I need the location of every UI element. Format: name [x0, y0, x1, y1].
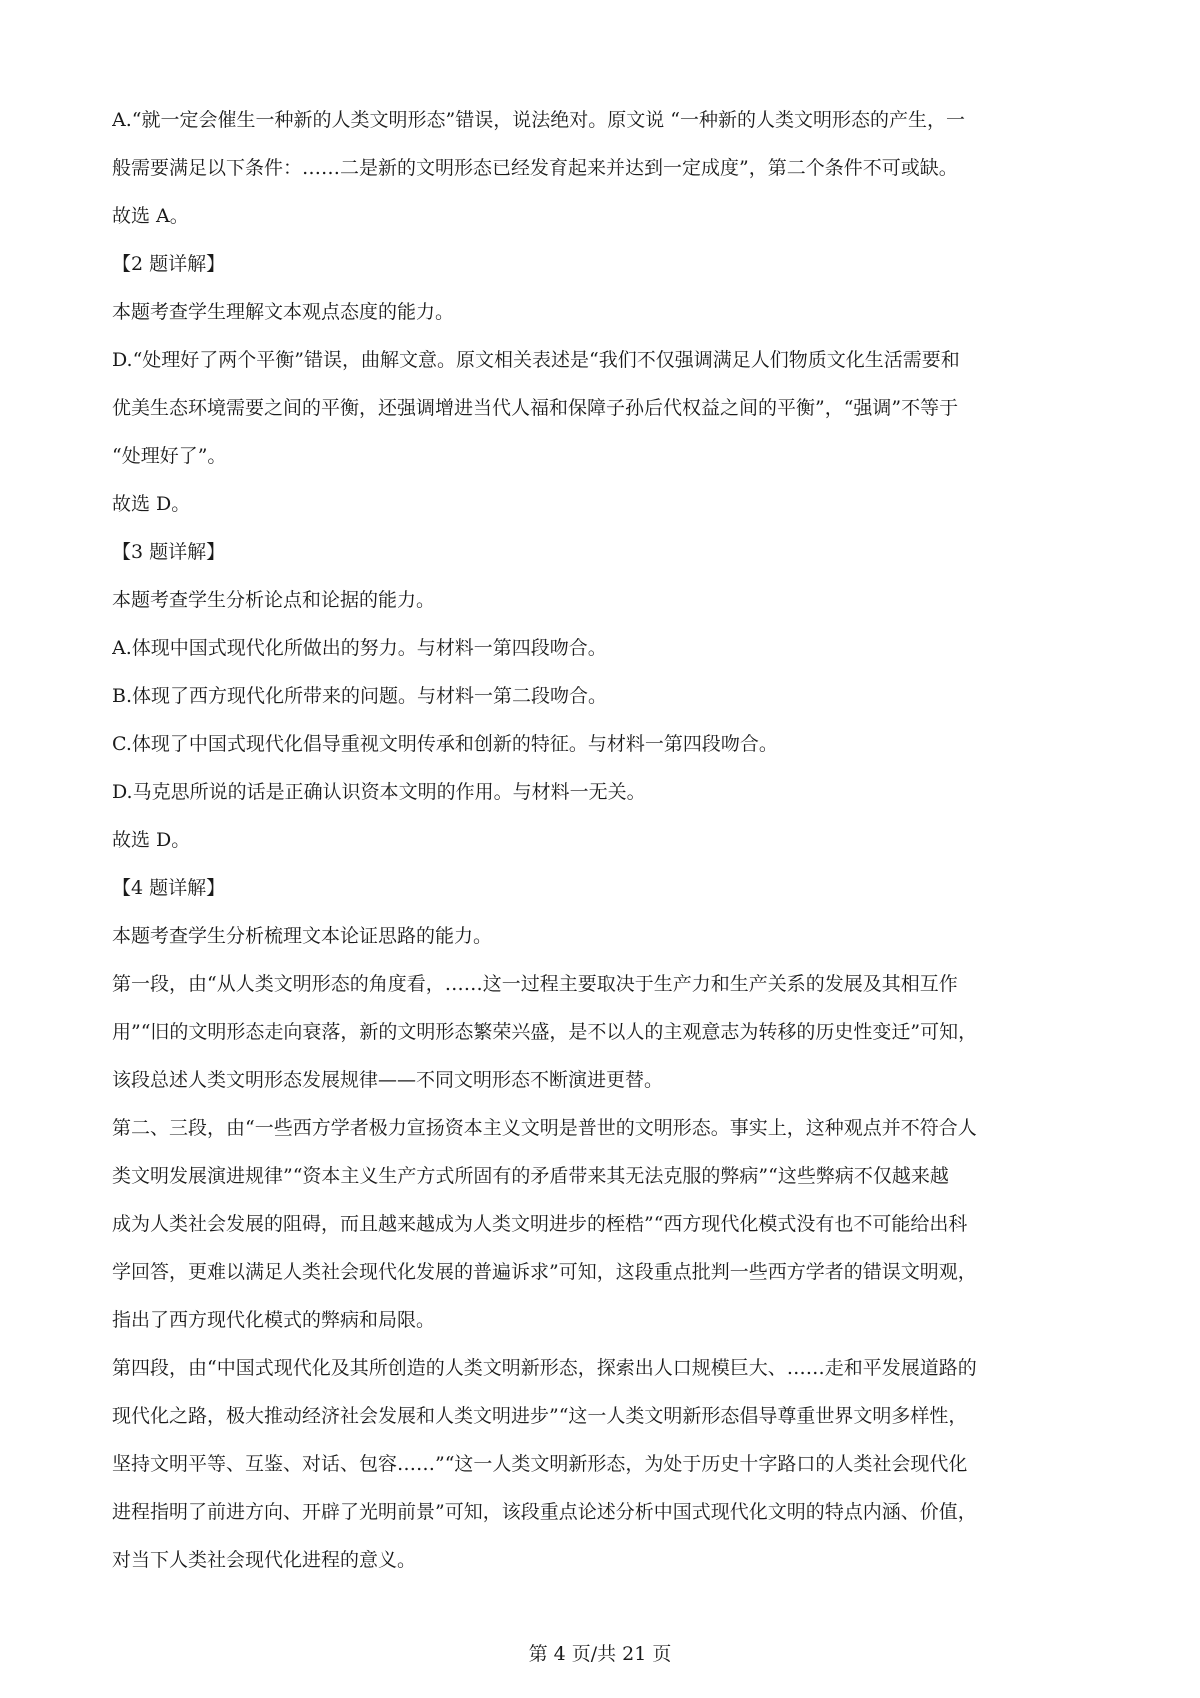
text-line: 般需要满足以下条件：……二是新的文明形态已经发育起来并达到一定成度”，第二个条件不可或缺。	[112, 157, 958, 179]
text-line: 对当下人类社会现代化进程的意义。	[112, 1549, 417, 1571]
text-line: 优美生态环境需要之间的平衡，还强调增进当代人福和保障子孙后代权益之间的平衡”，“强调”不等于	[112, 397, 959, 419]
page-number-footer: 第 4 页/共 21 页	[528, 1643, 672, 1665]
answer-explanation-text	[112, 96, 1104, 1584]
text-line: B.体现了西方现代化所带来的问题。与材料一第二段吻合。	[112, 685, 608, 707]
text-line: 本题考查学生分析论点和论据的能力。	[112, 589, 436, 611]
text-line: 该段总述人类文明形态发展规律——不同文明形态不断演进更替。	[112, 1069, 664, 1091]
text-line: 学回答，更难以满足人类社会现代化发展的普遍诉求”可知，这段重点批判一些西方学者的错误文明观，	[112, 1261, 977, 1283]
text-line: “处理好了”。	[112, 445, 227, 467]
text-line: 第一段，由“从人类文明形态的角度看，……这一过程主要取决于生产力和生产关系的发展及其相互作	[112, 973, 958, 995]
text-line: A.体现中国式现代化所做出的努力。与材料一第四段吻合。	[112, 637, 607, 659]
text-line: 现代化之路，极大推动经济社会发展和人类文明进步”“这一人类文明新形态倡导尊重世界文明多样性，	[112, 1405, 968, 1427]
text-line: 指出了西方现代化模式的弊病和局限。	[112, 1309, 436, 1331]
section-heading: 【3 题详解】	[112, 541, 226, 563]
text-line: 坚持文明平等、互鉴、对话、包容……”“这一人类文明新形态，为处于历史十字路口的人类社会现代化	[112, 1453, 968, 1475]
text-line: D.马克思所说的话是正确认识资本文明的作用。与材料一无关。	[112, 781, 646, 803]
section-heading: 【4 题详解】	[112, 877, 226, 899]
text-line: 本题考查学生分析梳理文本论证思路的能力。	[112, 925, 493, 947]
text-line: 进程指明了前进方向、开辟了光明前景”可知，该段重点论述分析中国式现代化文明的特点内涵、价值，	[112, 1501, 977, 1523]
text-line: 第四段，由“中国式现代化及其所创造的人类文明新形态，探索出人口规模巨大、……走和平发展道路的	[112, 1357, 977, 1379]
text-line: 故选 D。	[112, 829, 191, 851]
text-line: A.“就一定会催生一种新的人类文明形态”错误，说法绝对。原文说 “一种新的人类文明形态的产生，一	[112, 109, 965, 131]
section-heading: 【2 题详解】	[112, 253, 226, 275]
text-line: C.体现了中国式现代化倡导重视文明传承和创新的特征。与材料一第四段吻合。	[112, 733, 778, 755]
text-line: 本题考查学生理解文本观点态度的能力。	[112, 301, 455, 323]
text-line: D.“处理好了两个平衡”错误，曲解文意。原文相关表述是“我们不仅强调满足人们物质文化生活需要和	[112, 349, 960, 371]
text-line: 成为人类社会发展的阻碍，而且越来越成为人类文明进步的桎梏”“西方现代化模式没有也不可能给出科	[112, 1213, 968, 1235]
text-line: 故选 D。	[112, 493, 191, 515]
text-line: 用”“旧的文明形态走向衰落，新的文明形态繁荣兴盛，是不以人的主观意志为转移的历史性变迁”可知，	[112, 1021, 978, 1043]
text-line: 类文明发展演进规律”“资本主义生产方式所固有的矛盾带来其无法克服的弊病”“这些弊病不仅越来越	[112, 1165, 949, 1187]
text-line: 第二、三段，由“一些西方学者极力宣扬资本主义文明是普世的文明形态。事实上，这种观点并不符合人	[112, 1117, 977, 1139]
text-line: 故选 A。	[112, 205, 189, 227]
